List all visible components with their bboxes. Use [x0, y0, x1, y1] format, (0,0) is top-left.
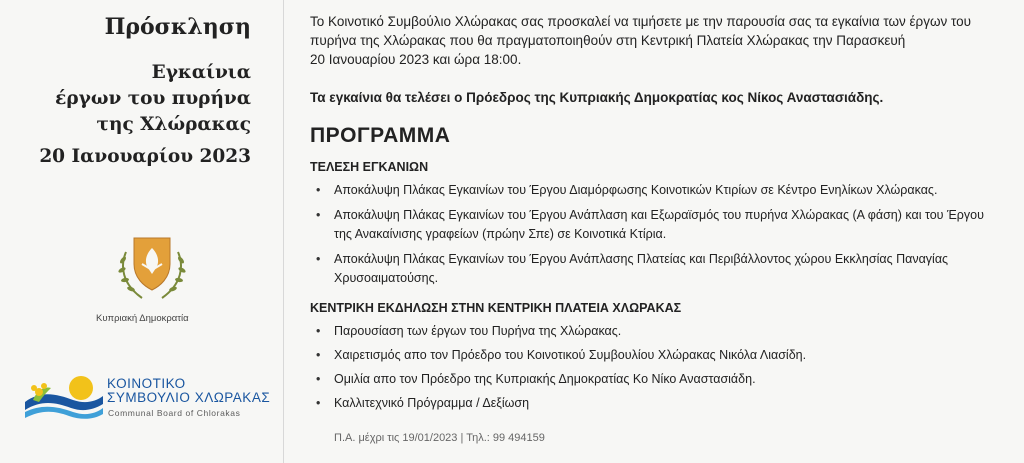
list-item	[310, 250, 984, 288]
list-item-text: της Ανακαίνισης γραφείων (πρώην Σπε) σε Κοινοτικά Κτίρια.	[334, 227, 667, 241]
column-divider	[283, 0, 284, 463]
left-panel	[0, 0, 283, 463]
right-panel	[310, 0, 1010, 463]
section-title-inauguration: ΤΕΛΕΣΗ ΕΓΚΑΝΙΩΝ	[310, 160, 429, 174]
subtitle-line: έργων του πυρήνα	[55, 88, 251, 109]
council-name-english: Communal Board of Chlorakas	[108, 408, 241, 418]
invitation-subtitle	[55, 60, 251, 138]
subtitle-line: Εγκαίνια	[151, 62, 251, 83]
list-item-text: Αποκάλυψη Πλάκας Εγκαινίων του Έργου Ανάπλασης Πλατείας και Περιβάλλοντος χώρου Εκκλησίας Παναγίας	[334, 252, 949, 266]
cyprus-coat-of-arms-icon	[112, 234, 192, 306]
list-item: • Καλλιτεχνικό Πρόγραμμα / Δεξίωση	[310, 394, 806, 413]
list-item	[310, 181, 984, 200]
emblem-label: Κυπριακή Δημοκρατία	[96, 313, 189, 324]
council-name-line2: ΣΥΜΒΟΥΛΙΟ ΧΛΩΡΑΚΑΣ	[107, 390, 271, 405]
list-item-text: Χρυσοαιματούσης.	[334, 271, 439, 285]
intro-line: 20 Ιανουαρίου 2023 και ώρα 18:00.	[310, 52, 522, 67]
invitation-title: Πρόσκληση	[104, 14, 251, 40]
list-item: • Χαιρετισμός απο τον Πρόεδρο του Κοινοτικού Συμβουλίου Χλώρακας Νικόλα Λιασίδη.	[310, 346, 806, 365]
council-name-line1: ΚΟΙΝΟΤΙΚΟ	[107, 376, 186, 391]
central-event-list	[310, 322, 806, 418]
list-item-text: Αποκάλυψη Πλάκας Εγκαινίων του Έργου Διαμόρφωσης Κοινοτικών Κτιρίων σε Κέντρο Ενηλίκων Χλώρακας.	[334, 183, 938, 197]
chlorakas-council-logo-icon	[23, 372, 105, 424]
list-item: • Παρουσίαση των έργων του Πυρήνα της Χλώρακας.	[310, 322, 806, 341]
list-item-text: Αποκάλυψη Πλάκας Εγκαινίων του Έργου Ανάπλαση και Εξωραϊσμός του πυρήνα Χλώρακας (Α φάση) και του Έργου	[334, 208, 984, 222]
subtitle-line: της Χλώρακας	[96, 114, 251, 135]
intro-paragraph	[310, 12, 990, 69]
intro-line: πυρήνα της Χλώρακας που θα πραγματοποιηθούν στη Κεντρική Πλατεία Χλώρακας την Παρασκευή	[310, 33, 906, 48]
invitation-date: 20 Ιανουαρίου 2023	[39, 146, 251, 167]
intro-line: Το Κοινοτικό Συμβούλιο Χλώρακας σας προσκαλεί να τιμήσετε με την παρουσία σας τα εγκαίνια των έργων του	[310, 14, 972, 29]
list-item	[310, 206, 984, 244]
lead-statement: Τα εγκαίνια θα τελέσει ο Πρόεδρος της Κυπριακής Δημοκρατίας κος Νίκος Αναστασιάδης.	[310, 90, 884, 105]
section-title-central-event: ΚΕΝΤΡΙΚΗ ΕΚΔΗΛΩΣΗ ΣΤΗΝ ΚΕΝΤΡΙΚΗ ΠΛΑΤΕΙΑ ΧΛΩΡΑΚΑΣ	[310, 301, 682, 315]
list-item: • Ομιλία απο τον Πρόεδρο της Κυπριακής Δημοκρατίας Κο Νίκο Αναστασιάδη.	[310, 370, 806, 389]
rsvp-footer: Π.Α. μέχρι τις 19/01/2023 | Τηλ.: 99 494159	[334, 432, 545, 444]
program-heading: ΠΡΟΓΡΑΜΜΑ	[310, 124, 451, 147]
inauguration-list	[310, 181, 984, 294]
